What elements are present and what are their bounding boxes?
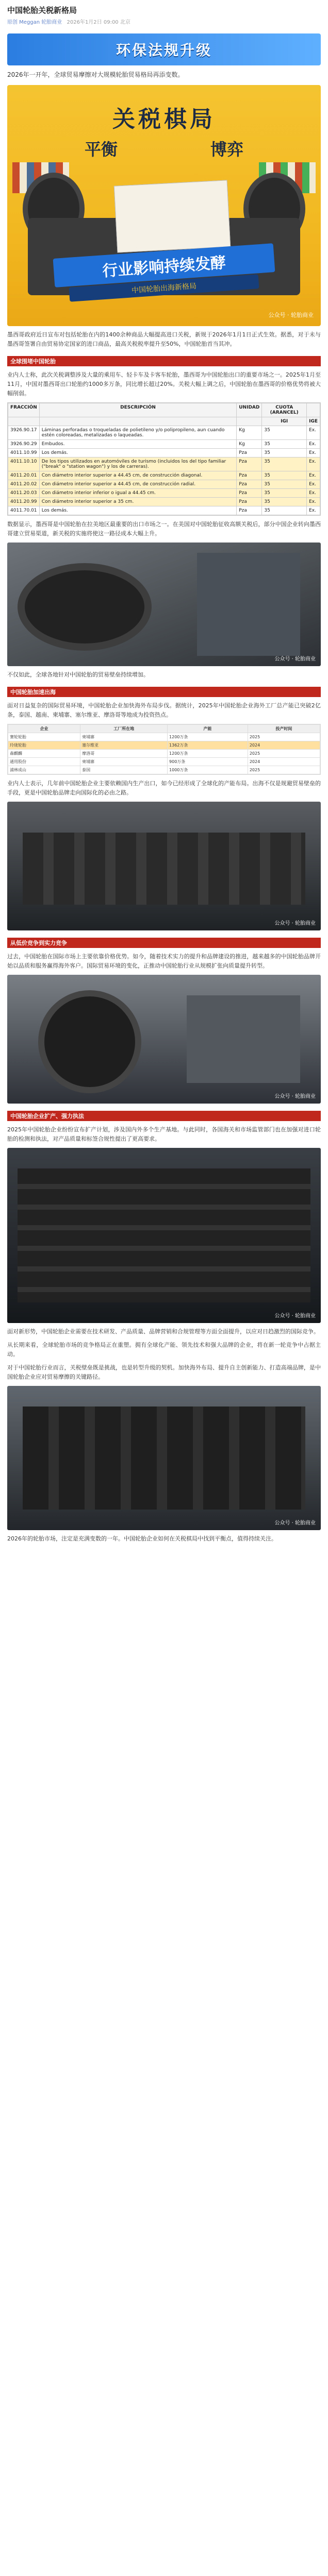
tariff-cell: Kg xyxy=(237,426,262,440)
paragraph-12: 2026年的轮胎市场，注定是充满变数的一年。中国轮胎企业如何在关税棋局中找到平衡点，值得持续关注。 xyxy=(7,1535,277,1542)
tariff-row xyxy=(8,471,320,480)
tariff-subheader-cell xyxy=(8,417,40,426)
paragraph-3: 数据显示，墨西哥是中国轮胎在拉美地区最重要的出口市场之一。在美国对中国轮胎征收高额关税后，部分中国企业转向墨西哥建立贸易渠道，新关税的实施将使这一路径成本大幅上升。 xyxy=(7,521,321,537)
tariff-cell: Láminas perforadas o troqueladas de polietileno y/o polipropileno, aun cuando estén coloreadas, metalizadas o laqueadas. xyxy=(39,426,236,440)
tariff-cell: 35 xyxy=(262,489,307,498)
tariff-cell: Ex. xyxy=(307,471,320,480)
paragraph-11: 对于中国轮胎行业而言，关税壁垒既是挑战，也是转型升级的契机。加快海外布局、提升自主创新能力、打造高端品牌，是中国轮胎企业应对贸易摩擦的关键路径。 xyxy=(7,1364,321,1380)
plants-row xyxy=(8,733,320,741)
tariff-subheader-cell xyxy=(237,417,262,426)
tariff-cell: 3926.90.17 xyxy=(8,426,40,440)
plants-row xyxy=(8,741,320,750)
plants-cell: 2024 xyxy=(248,741,320,750)
tariff-cell: Con diámetro interior superior a 35 cm. xyxy=(39,498,236,506)
tariff-cell: Ex. xyxy=(307,489,320,498)
plants-row xyxy=(8,750,320,758)
tariff-cell: Pza xyxy=(237,498,262,506)
tariff-cell: Con diámetro interior superior a 44.45 cm, de construcción diagonal. xyxy=(39,471,236,480)
tariff-row xyxy=(8,480,320,489)
section-heading-3 xyxy=(7,938,321,948)
tariff-cell: 35 xyxy=(262,440,307,449)
section-heading-1-text: 全球围堵中国轮胎 xyxy=(10,358,56,365)
tariff-cell: Pza xyxy=(237,506,262,515)
photo-5-watermark: 公众号 · 轮胎商业 xyxy=(274,1520,316,1526)
factory-photo-4 xyxy=(7,1148,321,1323)
article-source-link[interactable]: 原创 Meggan 轮胎商业 xyxy=(7,20,62,25)
tariff-row xyxy=(8,426,320,440)
cover-caption: 行业影响持续发酵 xyxy=(53,243,275,287)
paragraph-9: 面对新形势，中国轮胎企业需要在技术研发、产品质量、品牌营销和合规管理等方面全面提升，以应对日趋激烈的国际竞争。 xyxy=(7,1328,319,1335)
tariff-subheader-cell: IGE xyxy=(307,417,320,426)
tariff-cell: 35 xyxy=(262,457,307,471)
plants-cell: 森麒麟 xyxy=(8,750,80,758)
factory-photo-5 xyxy=(7,1386,321,1530)
plants-cell: 1000万条 xyxy=(168,766,248,774)
section-heading-4-text: 中国轮胎企业扩产、强力执法 xyxy=(10,1113,84,1120)
tariff-subheader-cell: IGI xyxy=(262,417,307,426)
plants-cell: 2024 xyxy=(248,758,320,766)
tariff-cell: Pza xyxy=(237,489,262,498)
plants-cell: 泰国 xyxy=(80,766,168,774)
tariff-row xyxy=(8,498,320,506)
title-banner xyxy=(7,33,321,65)
factory-photo-1 xyxy=(7,543,321,666)
tariff-cell: Embudos. xyxy=(39,440,236,449)
paragraph-4: 不仅如此，全球各地针对中国轮胎的贸易壁垒持续增加。 xyxy=(7,671,149,678)
factory-photo-3 xyxy=(7,975,321,1104)
tariff-cell: Pza xyxy=(237,480,262,489)
cover-image xyxy=(7,85,321,326)
tariff-cell: 35 xyxy=(262,480,307,489)
factory-photo-2 xyxy=(7,802,321,930)
tariff-header-cell: DESCRIPCIÓN xyxy=(39,403,236,417)
plants-header-cell: 产能 xyxy=(168,725,248,733)
photo-1-watermark: 公众号 · 轮胎商业 xyxy=(274,656,316,662)
tariff-header-cell: UNIDAD xyxy=(237,403,262,417)
tariff-cell: 4011.10.99 xyxy=(8,449,40,457)
plants-row xyxy=(8,766,320,774)
photo-3-watermark: 公众号 · 轮胎商业 xyxy=(274,1094,316,1099)
plants-cell: 1200万条 xyxy=(168,750,248,758)
plants-cell: 塞尔维亚 xyxy=(80,741,168,750)
paragraph-5: 面对日益复杂的国际贸易环境，中国轮胎企业加快海外布局步伐。据统计，2025年中国轮胎企业海外工厂总产能已突破2亿条，泰国、越南、柬埔寨、塞尔维亚、摩洛哥等地成为投资热点。 xyxy=(7,702,321,718)
plants-cell: 2025 xyxy=(248,766,320,774)
article-date: 2026年1月2日 09:00 北京 xyxy=(67,20,130,25)
section-heading-2 xyxy=(7,687,321,697)
tariff-row xyxy=(8,457,320,471)
tariff-subheader-cell xyxy=(39,417,236,426)
plants-header-cell: 投产时间 xyxy=(248,725,320,733)
plants-cell: 2025 xyxy=(248,750,320,758)
plants-cell: 浦林成山 xyxy=(8,766,80,774)
tariff-cell: 4011.20.01 xyxy=(8,471,40,480)
cover-caption-secondary: 中国轮胎出海新格局 xyxy=(69,274,259,302)
plants-row xyxy=(8,758,320,766)
plants-cell: 900万条 xyxy=(168,758,248,766)
tariff-cell: Ex. xyxy=(307,440,320,449)
tariff-header-cell xyxy=(307,403,320,417)
overseas-plants-table xyxy=(7,724,321,775)
article-header xyxy=(0,0,328,28)
tariff-cell: 3926.90.29 xyxy=(8,440,40,449)
section-heading-3-text: 从低价竞争到实力竞争 xyxy=(10,940,67,946)
plants-cell: 1200万条 xyxy=(168,733,248,741)
article-meta xyxy=(7,18,321,25)
plants-cell: 柬埔寨 xyxy=(80,733,168,741)
tariff-cell: Pza xyxy=(237,457,262,471)
plants-cell: 摩洛哥 xyxy=(80,750,168,758)
tariff-cell: Ex. xyxy=(307,480,320,489)
tariff-header-cell: CUOTA (ARANCEL) xyxy=(262,403,307,417)
plants-cell: 柬埔寨 xyxy=(80,758,168,766)
tariff-cell: 35 xyxy=(262,449,307,457)
tariff-cell: 35 xyxy=(262,426,307,440)
photo-2-watermark: 公众号 · 轮胎商业 xyxy=(274,921,316,926)
plants-header-cell: 企业 xyxy=(8,725,80,733)
tariff-row xyxy=(8,489,320,498)
cover-watermark: 公众号 · 轮胎商业 xyxy=(268,312,314,318)
tariff-cell: Ex. xyxy=(307,457,320,471)
plants-cell: 赛轮轮胎 xyxy=(8,733,80,741)
tariff-cell: De los tipos utilizados en automóviles de turismo (incluidos los del tipo familiar ("break" o "station wagon") y los de carreras). xyxy=(39,457,236,471)
plants-cell: 1362万条 xyxy=(168,741,248,750)
tariff-header-cell: FRACCIÓN xyxy=(8,403,40,417)
tariff-cell: 4011.20.02 xyxy=(8,480,40,489)
tariff-row xyxy=(8,506,320,515)
tariff-cell: Ex. xyxy=(307,449,320,457)
photo-4-watermark: 公众号 · 轮胎商业 xyxy=(274,1313,316,1319)
intro-paragraph: 2026年一开年，全球贸易摩擦对大规模轮胎贸易格局再添变数。 xyxy=(7,71,184,78)
paragraph-1: 墨西哥政府近日宣布对包括轮胎在内的1400余种商品大幅提高进口关税，新规于2026年1月1日正式生效。据悉，对于未与墨西哥签署自由贸易协定国家的进口商品，最高关税税率提升至50%，中国轮胎首当其冲。 xyxy=(7,331,321,347)
tariff-cell: Con diámetro interior superior a 44.45 cm, de construcción radial. xyxy=(39,480,236,489)
paragraph-6: 业内人士表示，几年前中国轮胎企业主要依赖国内生产出口，如今已经形成了全球化的产能布局。出海不仅是规避贸易壁垒的手段，更是中国轮胎品牌走向国际化的必由之路。 xyxy=(7,780,321,796)
tariff-cell: Ex. xyxy=(307,426,320,440)
plants-cell: 2025 xyxy=(248,733,320,741)
tariff-cell: 4011.20.03 xyxy=(8,489,40,498)
banner-text: 环保法规升级 xyxy=(116,42,212,59)
tariff-cell: 35 xyxy=(262,498,307,506)
cover-right-word: 博弈 xyxy=(210,140,243,159)
tariff-cell: Ex. xyxy=(307,506,320,515)
article-title: 中国轮胎关税新格局 xyxy=(7,6,77,15)
paragraph-7: 过去，中国轮胎在国际市场上主要依靠价格优势。如今，随着技术实力的提升和品牌建设的推进，越来越多的中国轮胎品牌开始以品质和服务赢得海外客户。国际贸易环境的变化，正推动中国轮胎行业从规模扩张向质量提升转型。 xyxy=(7,953,321,969)
tariff-row xyxy=(8,449,320,457)
cover-title: 关税棋局 xyxy=(112,106,216,132)
tariff-cell: Pza xyxy=(237,449,262,457)
tariff-cell: 4011.10.10 xyxy=(8,457,40,471)
section-heading-2-text: 中国轮胎加速出海 xyxy=(10,689,56,696)
tariff-row xyxy=(8,440,320,449)
section-heading-1 xyxy=(7,356,321,366)
paragraph-2: 业内人士称，此次关税调整涉及大量的乘用车、轻卡车及卡客车轮胎，墨西哥为中国轮胎出口的重要市场之一。2025年1月至11月，中国对墨西哥出口轮胎约1000多万条，同比增长超过20%。关税大幅上调之后，中国轮胎在墨西哥的价格优势将被大幅削弱。 xyxy=(7,371,321,397)
tariff-cell: Con diámetro interior inferior o igual a 44.45 cm. xyxy=(39,489,236,498)
tariff-cell: Pza xyxy=(237,471,262,480)
plants-cell: 通用股份 xyxy=(8,758,80,766)
cover-left-word: 平衡 xyxy=(85,140,118,159)
tariff-table xyxy=(7,402,321,516)
plants-header-cell: 工厂所在地 xyxy=(80,725,168,733)
plants-cell: 玲珑轮胎 xyxy=(8,741,80,750)
document-graphic xyxy=(114,180,231,252)
tariff-cell: Kg xyxy=(237,440,262,449)
tariff-cell: 35 xyxy=(262,471,307,480)
section-heading-4 xyxy=(7,1111,321,1121)
paragraph-10: 从长期来看，全球轮胎市场的竞争格局正在重塑。拥有全球化产能、领先技术和强大品牌的企业，将在新一轮竞争中占据主动。 xyxy=(7,1342,321,1358)
tariff-cell: 4011.20.99 xyxy=(8,498,40,506)
paragraph-8: 2025年中国轮胎企业纷纷宣布扩产计划，涉及国内外多个生产基地。与此同时，各国海关和市场监管部门也在加强对进口轮胎的检测和执法，对产品质量和标签合规性提出了更高要求。 xyxy=(7,1126,321,1142)
tariff-cell: Ex. xyxy=(307,498,320,506)
tariff-cell: Los demás. xyxy=(39,449,236,457)
tariff-cell: Los demás. xyxy=(39,506,236,515)
tariff-cell: 4011.70.01 xyxy=(8,506,40,515)
tariff-cell: 35 xyxy=(262,506,307,515)
